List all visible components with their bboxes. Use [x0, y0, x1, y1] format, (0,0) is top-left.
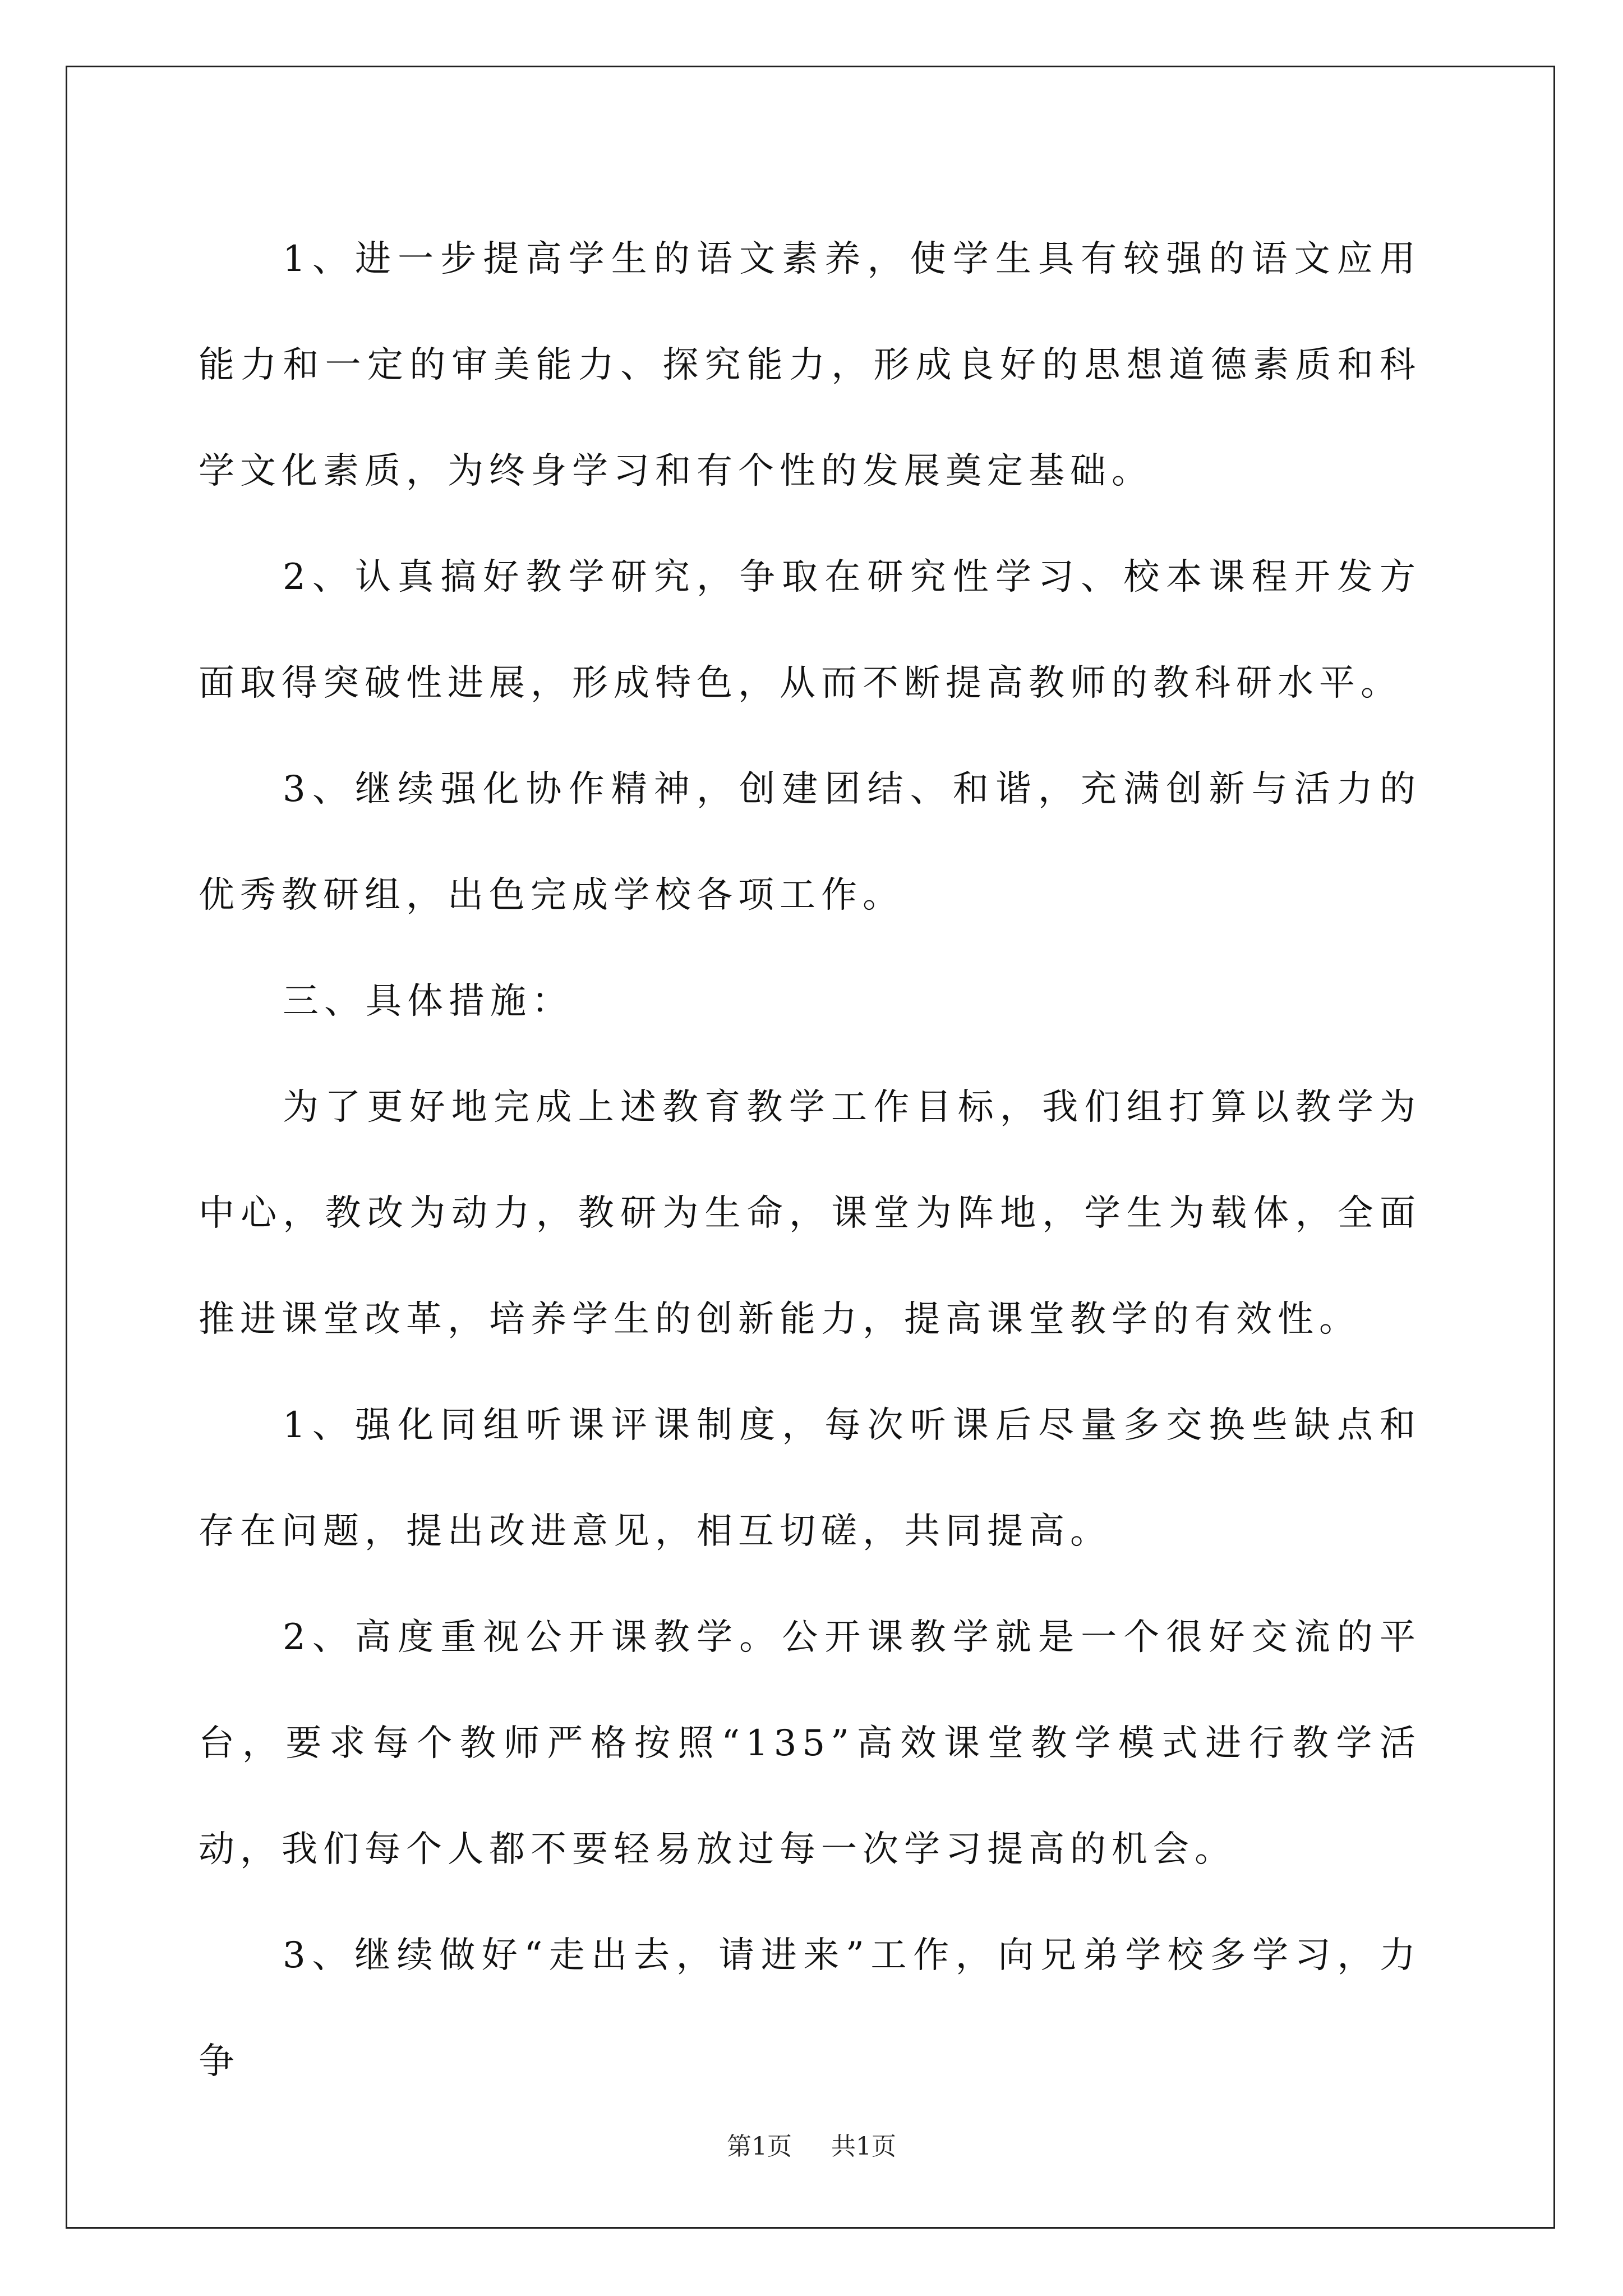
page-number: 第1页: [727, 2132, 792, 2161]
paragraph-measure-2: 2、高度重视公开课教学。公开课教学就是一个很好交流的平台，要求每个教师严格按照“135”高效课堂教学模式进行教学活动，我们每个人都不要轻易放过每一次学习提高的机会。: [199, 1617, 1421, 1870]
document-body: [199, 206, 1421, 2115]
paragraph-measure-3: 3、继续做好“走出去，请进来”工作，向兄弟学校多学习，力争: [199, 1935, 1421, 2082]
paragraph-measures-intro: 为了更好地完成上述教育教学工作目标，我们组打算以教学为中心，教改为动力，教研为生命，课堂为阵地，学生为载体，全面推进课堂改革，培养学生的创新能力，提高课堂教学的有效性。: [199, 1087, 1421, 1340]
page-footer: [0, 2126, 1623, 2162]
paragraph-goal-1: 1、进一步提高学生的语文素养，使学生具有较强的语文应用能力和一定的审美能力、探究能力，形成良好的思想道德素质和科学文化素质，为终身学习和有个性的发展奠定基础。: [199, 238, 1421, 492]
paragraph-goal-2: 2、认真搞好教学研究，争取在研究性学习、校本课程开发方面取得突破性进展，形成特色，从而不断提高教师的教科研水平。: [199, 556, 1421, 704]
page-total: 共1页: [831, 2132, 896, 2161]
paragraph-measure-1: 1、强化同组听课评课制度，每次听课后尽量多交换些缺点和存在问题，提出改进意见，相互切磋，共同提高。: [199, 1405, 1421, 1552]
paragraph-goal-3: 3、继续强化协作精神，创建团结、和谐，充满创新与活力的优秀教研组，出色完成学校各项工作。: [199, 769, 1421, 916]
section-heading-measures: 三、具体措施：: [283, 981, 573, 1022]
